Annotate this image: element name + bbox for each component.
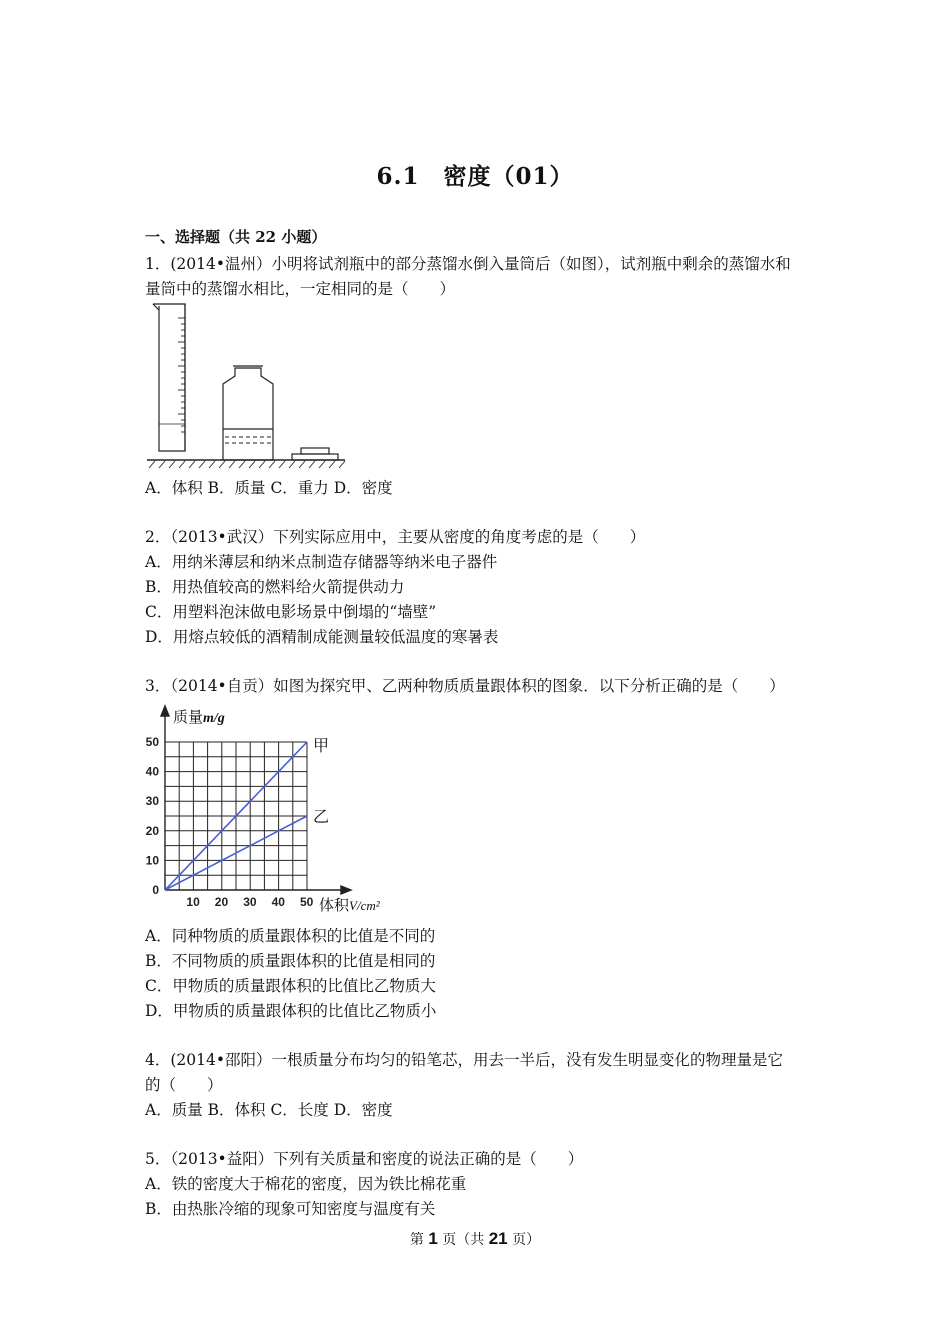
x-tick-label: 30 (243, 895, 257, 909)
y-axis-label-text: 质量 (173, 709, 204, 726)
footer-suffix: 页） (507, 1232, 541, 1248)
q1-options: A．体积 B．质量 C．重力 D．密度 (145, 479, 393, 497)
y-tick-label: 40 (145, 764, 159, 779)
q2-option-b: B．用热值较高的燃料给火箭提供动力 (145, 578, 405, 596)
x-axis-label (319, 897, 381, 914)
q2-stem: 2．（2013•武汉）下列实际应用中，主要从密度的角度考虑的是（ ） (145, 528, 646, 546)
q2-option-c: C．用塑料泡沫做电影场景中倒塌的“墙壁” (145, 603, 437, 621)
footer-page-number: 1 (428, 1229, 438, 1248)
footer-total-pages: 21 (488, 1229, 508, 1248)
y-tick-label: 20 (145, 823, 159, 838)
q3-option-c: C．甲物质的质量跟体积的比值比乙物质大 (145, 977, 436, 995)
section-heading: 一、选择题（共 22 小题） (145, 228, 327, 246)
x-tick-label: 20 (214, 895, 229, 909)
y-axis-arrow (161, 706, 169, 716)
y-tick-label: 0 (152, 883, 159, 897)
q3-mass-volume-chart (145, 700, 380, 920)
footer-prefix: 第 (409, 1232, 429, 1248)
y-tick-label: 50 (145, 735, 159, 749)
y-tick-label: 10 (145, 853, 159, 868)
page-title: 6.1 密度（01） (376, 163, 574, 190)
q1-stem-line2: 量筒中的蒸馏水相比，一定相同的是（ ） (145, 280, 456, 298)
reagent-bottle (223, 366, 273, 460)
q3-option-b: B．不同物质的质量跟体积的比值是相同的 (145, 952, 436, 970)
x-axis-label-text: 体积 (319, 897, 350, 914)
measuring-cylinder (153, 304, 185, 451)
x-axis-arrow (341, 886, 351, 894)
series-label-yi: 乙 (313, 809, 330, 826)
x-tick-label: 10 (186, 895, 200, 909)
x-tick-label: 50 (300, 895, 314, 909)
q3-option-a: A．同种物质的质量跟体积的比值是不同的 (145, 927, 436, 945)
q1-figure-cylinder-and-bottle (145, 298, 350, 473)
q4-options: A．质量 B．体积 C．长度 D．密度 (145, 1101, 393, 1119)
y-tick-label: 30 (145, 794, 159, 809)
q3-stem: 3．（2014•自贡）如图为探究甲、乙两种物质质量跟体积的图象．以下分析正确的是（ ） (145, 677, 785, 695)
y-axis-label-unit: m/g (203, 711, 225, 726)
q3-option-d: D．甲物质的质量跟体积的比值比乙物质小 (145, 1002, 437, 1020)
x-axis-label-unit: V/cm² (349, 898, 380, 913)
series-label-jia: 甲 (313, 738, 330, 755)
q2-option-a: A．用纳米薄层和纳米点制造存储器等纳米电子器件 (145, 553, 498, 571)
bottle-stopper (292, 448, 338, 460)
q1-stem-line1: 1．(2014•温州）小明将试剂瓶中的部分蒸馏水倒入量筒后（如图），试剂瓶中剩余的蒸馏水和 (145, 255, 791, 273)
y-axis-label (173, 709, 225, 726)
q2-option-d: D．用熔点较低的酒精制成能测量较低温度的寒暑表 (145, 628, 499, 646)
table-surface (147, 460, 345, 468)
q4-stem-line2: 的（ ） (145, 1076, 223, 1094)
q5-option-a: A．铁的密度大于棉花的密度，因为铁比棉花重 (145, 1175, 467, 1193)
page-footer (0, 1229, 950, 1249)
footer-middle: 页（共 (437, 1232, 489, 1248)
x-tick-label: 40 (271, 895, 285, 909)
q5-stem: 5．（2013•益阳）下列有关质量和密度的说法正确的是（ ） (145, 1150, 584, 1168)
q5-option-b: B．由热胀冷缩的现象可知密度与温度有关 (145, 1200, 436, 1218)
chart-axes (161, 706, 351, 894)
q4-stem-line1: 4．(2014•邵阳）一根质量分布均匀的铅笔芯，用去一半后，没有发生明显变化的物理量是它 (145, 1051, 784, 1069)
